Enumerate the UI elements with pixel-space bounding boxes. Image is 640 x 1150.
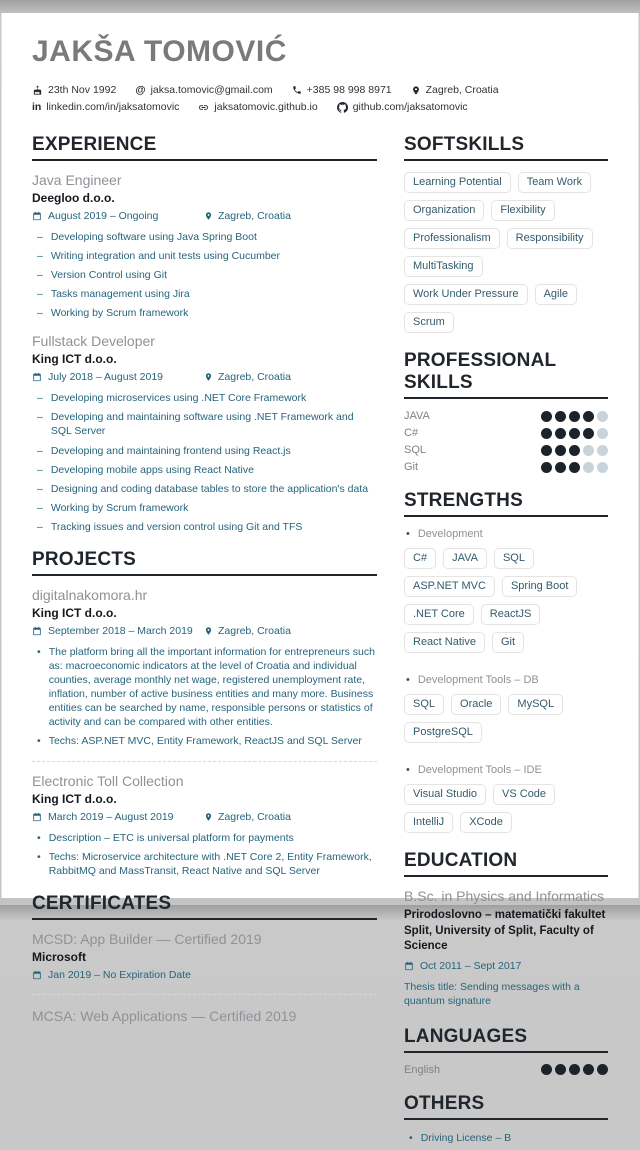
email-link[interactable] — [135, 84, 272, 96]
skill-tag: XCode — [460, 812, 512, 833]
calendar-icon — [32, 626, 42, 636]
certificate-entry — [32, 1008, 377, 1024]
bullet-item: – Working by Scrum framework — [32, 501, 377, 515]
skill-row — [404, 410, 608, 422]
certificates-heading: CERTIFICATES — [32, 893, 377, 920]
skill-row — [404, 461, 608, 473]
location-text: Zagreb, Croatia — [425, 84, 499, 96]
calendar-icon — [32, 372, 42, 382]
skill-tag: ASP.NET MVC — [404, 576, 495, 597]
bullet-item: – Developing microservices using .NET Core Framework — [32, 391, 377, 405]
bullet-item: • Description – ETC is universal platform for payments — [32, 831, 377, 845]
bullet-item: – Tasks management using Jira — [32, 287, 377, 301]
certificate-name: MCSD: App Builder — Certified 2019 — [32, 931, 262, 948]
job-role: Java Engineer — [32, 172, 122, 188]
linkedin-icon: in — [32, 101, 42, 113]
skill-tag: Flexibility — [491, 200, 554, 221]
phone-link[interactable] — [292, 84, 392, 96]
job-dates: July 2018 – August 2019 — [48, 371, 164, 384]
professional-skills-heading: PROFESSIONAL SKILLS — [404, 350, 608, 399]
language-row — [404, 1064, 608, 1076]
skill-tag: Git — [492, 632, 524, 653]
skill-name: C# — [404, 427, 419, 439]
resume-page — [1, 13, 639, 1144]
job-location: Zagreb, Croatia — [218, 371, 291, 384]
project-meta — [32, 625, 377, 637]
strength-tags — [404, 784, 608, 833]
github-text: github.com/jaksatomovic — [352, 101, 468, 113]
project-dates: September 2018 – March 2019 — [48, 624, 193, 637]
contact-bar — [32, 84, 608, 113]
phone-text: +385 98 998 8971 — [306, 84, 392, 96]
link-icon — [198, 102, 209, 113]
project-entry — [32, 773, 377, 878]
skill-tag: Professionalism — [404, 228, 500, 249]
job-meta — [32, 210, 377, 222]
project-name: digitalnakomora.hr — [32, 586, 148, 603]
github-icon — [337, 102, 348, 113]
skill-tag: IntelliJ — [404, 812, 453, 833]
experience-heading: EXPERIENCE — [32, 134, 377, 161]
certificate-issuer: Microsoft — [32, 950, 86, 965]
project-location: Zagreb, Croatia — [218, 811, 291, 824]
skill-tag: SQL — [494, 548, 534, 569]
calendar-icon — [32, 812, 42, 822]
bullet-item: – Developing mobile apps using React Native — [32, 463, 377, 477]
project-meta — [32, 811, 377, 823]
skill-tag: Team Work — [518, 172, 591, 193]
job-meta — [32, 371, 377, 383]
skill-level-dots — [541, 428, 608, 439]
calendar-icon — [32, 211, 42, 221]
strengths-heading: STRENGTHS — [404, 490, 608, 517]
location — [411, 84, 499, 96]
skill-tag: MultiTasking — [404, 256, 483, 277]
job-role: Fullstack Developer — [32, 333, 155, 350]
strength-tags — [404, 548, 608, 653]
job-company: King ICT d.o.o. — [32, 352, 117, 367]
project-dates: March 2019 – August 2019 — [48, 811, 174, 824]
skill-tag: ReactJS — [481, 604, 541, 625]
language-level-dots — [541, 1064, 608, 1075]
birthdate-text: 23th Nov 1992 — [48, 84, 117, 96]
education-section — [404, 850, 608, 1009]
job-entry — [32, 333, 377, 534]
language-name: English — [404, 1063, 441, 1076]
skill-tag: Agile — [535, 284, 577, 305]
project-entry — [32, 587, 377, 748]
certificate-entry — [32, 931, 377, 981]
strengths-section — [404, 490, 608, 833]
strength-group — [404, 764, 608, 833]
skill-level-dots — [541, 411, 608, 422]
education-school: Prirodoslovno – matematički fakultet Split, University of Split, Faculty of Science — [404, 909, 606, 953]
bullet-item: – Developing and maintaining frontend using React.js — [32, 444, 377, 458]
others-section — [404, 1093, 608, 1145]
education-heading: EDUCATION — [404, 850, 608, 877]
bullet-item: – Developing software using Java Spring Boot — [32, 230, 377, 244]
projects-section — [32, 549, 377, 879]
birthday-icon — [32, 85, 43, 96]
skill-tag: .NET Core — [404, 604, 474, 625]
education-degree: B.Sc. in Physics and Informatics — [404, 888, 604, 904]
skill-tag: MySQL — [508, 694, 563, 715]
bullet-item: – Tracking issues and version control using Git and TFS — [32, 520, 377, 534]
bullet-item: – Version Control using Git — [32, 268, 377, 282]
strength-tags — [404, 694, 608, 743]
dashed-divider — [32, 994, 377, 995]
bullet-item: – Developing and maintaining software using .NET Framework and SQL Server — [32, 410, 377, 438]
education-meta — [404, 960, 608, 972]
others-heading: OTHERS — [404, 1093, 608, 1120]
strength-group-label: • Development — [404, 528, 608, 540]
location-icon — [204, 626, 213, 636]
certificate-dates: Jan 2019 – No Expiration Date — [48, 969, 192, 982]
website-text: jaksatomovic.github.io — [214, 101, 318, 113]
job-entry — [32, 172, 377, 320]
project-name: Electronic Toll Collection — [32, 773, 184, 790]
project-location: Zagreb, Croatia — [218, 624, 291, 637]
languages-heading: LANGUAGES — [404, 1026, 608, 1053]
strength-group — [404, 528, 608, 653]
calendar-icon — [32, 970, 42, 980]
strength-group-label: • Development Tools – IDE — [404, 764, 608, 776]
skill-name: SQL — [404, 444, 427, 456]
projects-heading: PROJECTS — [32, 549, 377, 576]
skill-tag: SQL — [404, 694, 444, 715]
certificate-meta — [32, 969, 377, 981]
skill-tag: JAVA — [443, 548, 487, 569]
bullet-item: • Techs: ASP.NET MVC, Entity Framework, ReactJS and SQL Server — [32, 734, 377, 748]
strength-group-label: • Development Tools – DB — [404, 674, 608, 686]
job-company: Deegloo d.o.o. — [32, 191, 115, 205]
project-company: King ICT d.o.o. — [32, 792, 117, 807]
bullet-item: • Driving License – B — [404, 1131, 608, 1145]
job-location: Zagreb, Croatia — [218, 210, 291, 222]
skill-name: Git — [404, 461, 419, 473]
location-icon — [204, 812, 213, 822]
softskills-section — [404, 134, 608, 333]
skill-tag: Oracle — [451, 694, 501, 715]
skill-row — [404, 444, 608, 456]
softskills-tags — [404, 172, 608, 333]
skill-level-dots — [541, 462, 608, 473]
calendar-icon — [404, 961, 414, 971]
skill-tag: Learning Potential — [404, 172, 511, 193]
resume-header — [32, 35, 608, 113]
job-dates: August 2019 – Ongoing — [48, 210, 159, 222]
skill-tag: Spring Boot — [502, 576, 577, 597]
project-company: King ICT d.o.o. — [32, 605, 117, 620]
experience-section — [32, 134, 377, 534]
website-link[interactable] — [198, 101, 317, 113]
location-icon — [204, 211, 213, 221]
skill-name: JAVA — [404, 410, 430, 422]
skill-tag: React Native — [404, 632, 485, 653]
bullet-item: – Working by Scrum framework — [32, 306, 377, 320]
skill-tag: C# — [404, 548, 436, 569]
github-link[interactable] — [337, 101, 468, 113]
skill-tag: Responsibility — [507, 228, 593, 249]
email-icon: @ — [135, 84, 146, 96]
linkedin-text: linkedin.com/in/jaksatomovic — [46, 101, 180, 113]
location-icon — [411, 85, 421, 96]
strength-group — [404, 674, 608, 743]
bullet-item: – Writing integration and unit tests using Cucumber — [32, 249, 377, 263]
education-dates: Oct 2011 – Sept 2017 — [420, 959, 522, 972]
certificate-name: MCSA: Web Applications — Certified 2019 — [32, 1008, 297, 1025]
skill-tag: PostgreSQL — [404, 722, 482, 743]
skill-tag: VS Code — [493, 784, 555, 805]
languages-section — [404, 1026, 608, 1076]
location-icon — [204, 372, 213, 382]
candidate-name: JAKŠA TOMOVIĆ — [32, 35, 287, 68]
dashed-divider — [32, 761, 377, 762]
professional-skills-section — [404, 350, 608, 473]
certificates-section — [32, 893, 377, 1024]
education-thesis: Thesis title: Sending messages with a quantum signature — [404, 980, 580, 1008]
bullet-item: • Techs: Microservice architecture with .NET Core 2, Entity Framework, RabbitMQ and MassTransit, React Native and SQL Server — [32, 850, 377, 878]
skill-tag: Scrum — [404, 312, 454, 333]
bullet-item: – Designing and coding database tables to store the application's data — [32, 482, 377, 496]
skill-tag: Organization — [404, 200, 484, 221]
skill-level-dots — [541, 445, 608, 456]
bullet-item: • The platform bring all the important information for entrepreneurs such as: macroeconomic indicators at the level of Croatia and individual counties, average monthly net wage, registered unemployment rate, inflation, number of active business entities and many more. Business entities can be searched by name, responsible persons or statistics of activity and can be compared with other entities. — [32, 645, 377, 729]
softskills-heading: SOFTSKILLS — [404, 134, 608, 161]
phone-icon — [292, 85, 302, 95]
skill-row — [404, 427, 608, 439]
birthdate — [32, 84, 116, 96]
linkedin-link[interactable] — [32, 101, 179, 113]
skill-tag: Work Under Pressure — [404, 284, 528, 305]
skill-tag: Visual Studio — [404, 784, 486, 805]
email-text: jaksa.tomovic@gmail.com — [150, 84, 273, 96]
